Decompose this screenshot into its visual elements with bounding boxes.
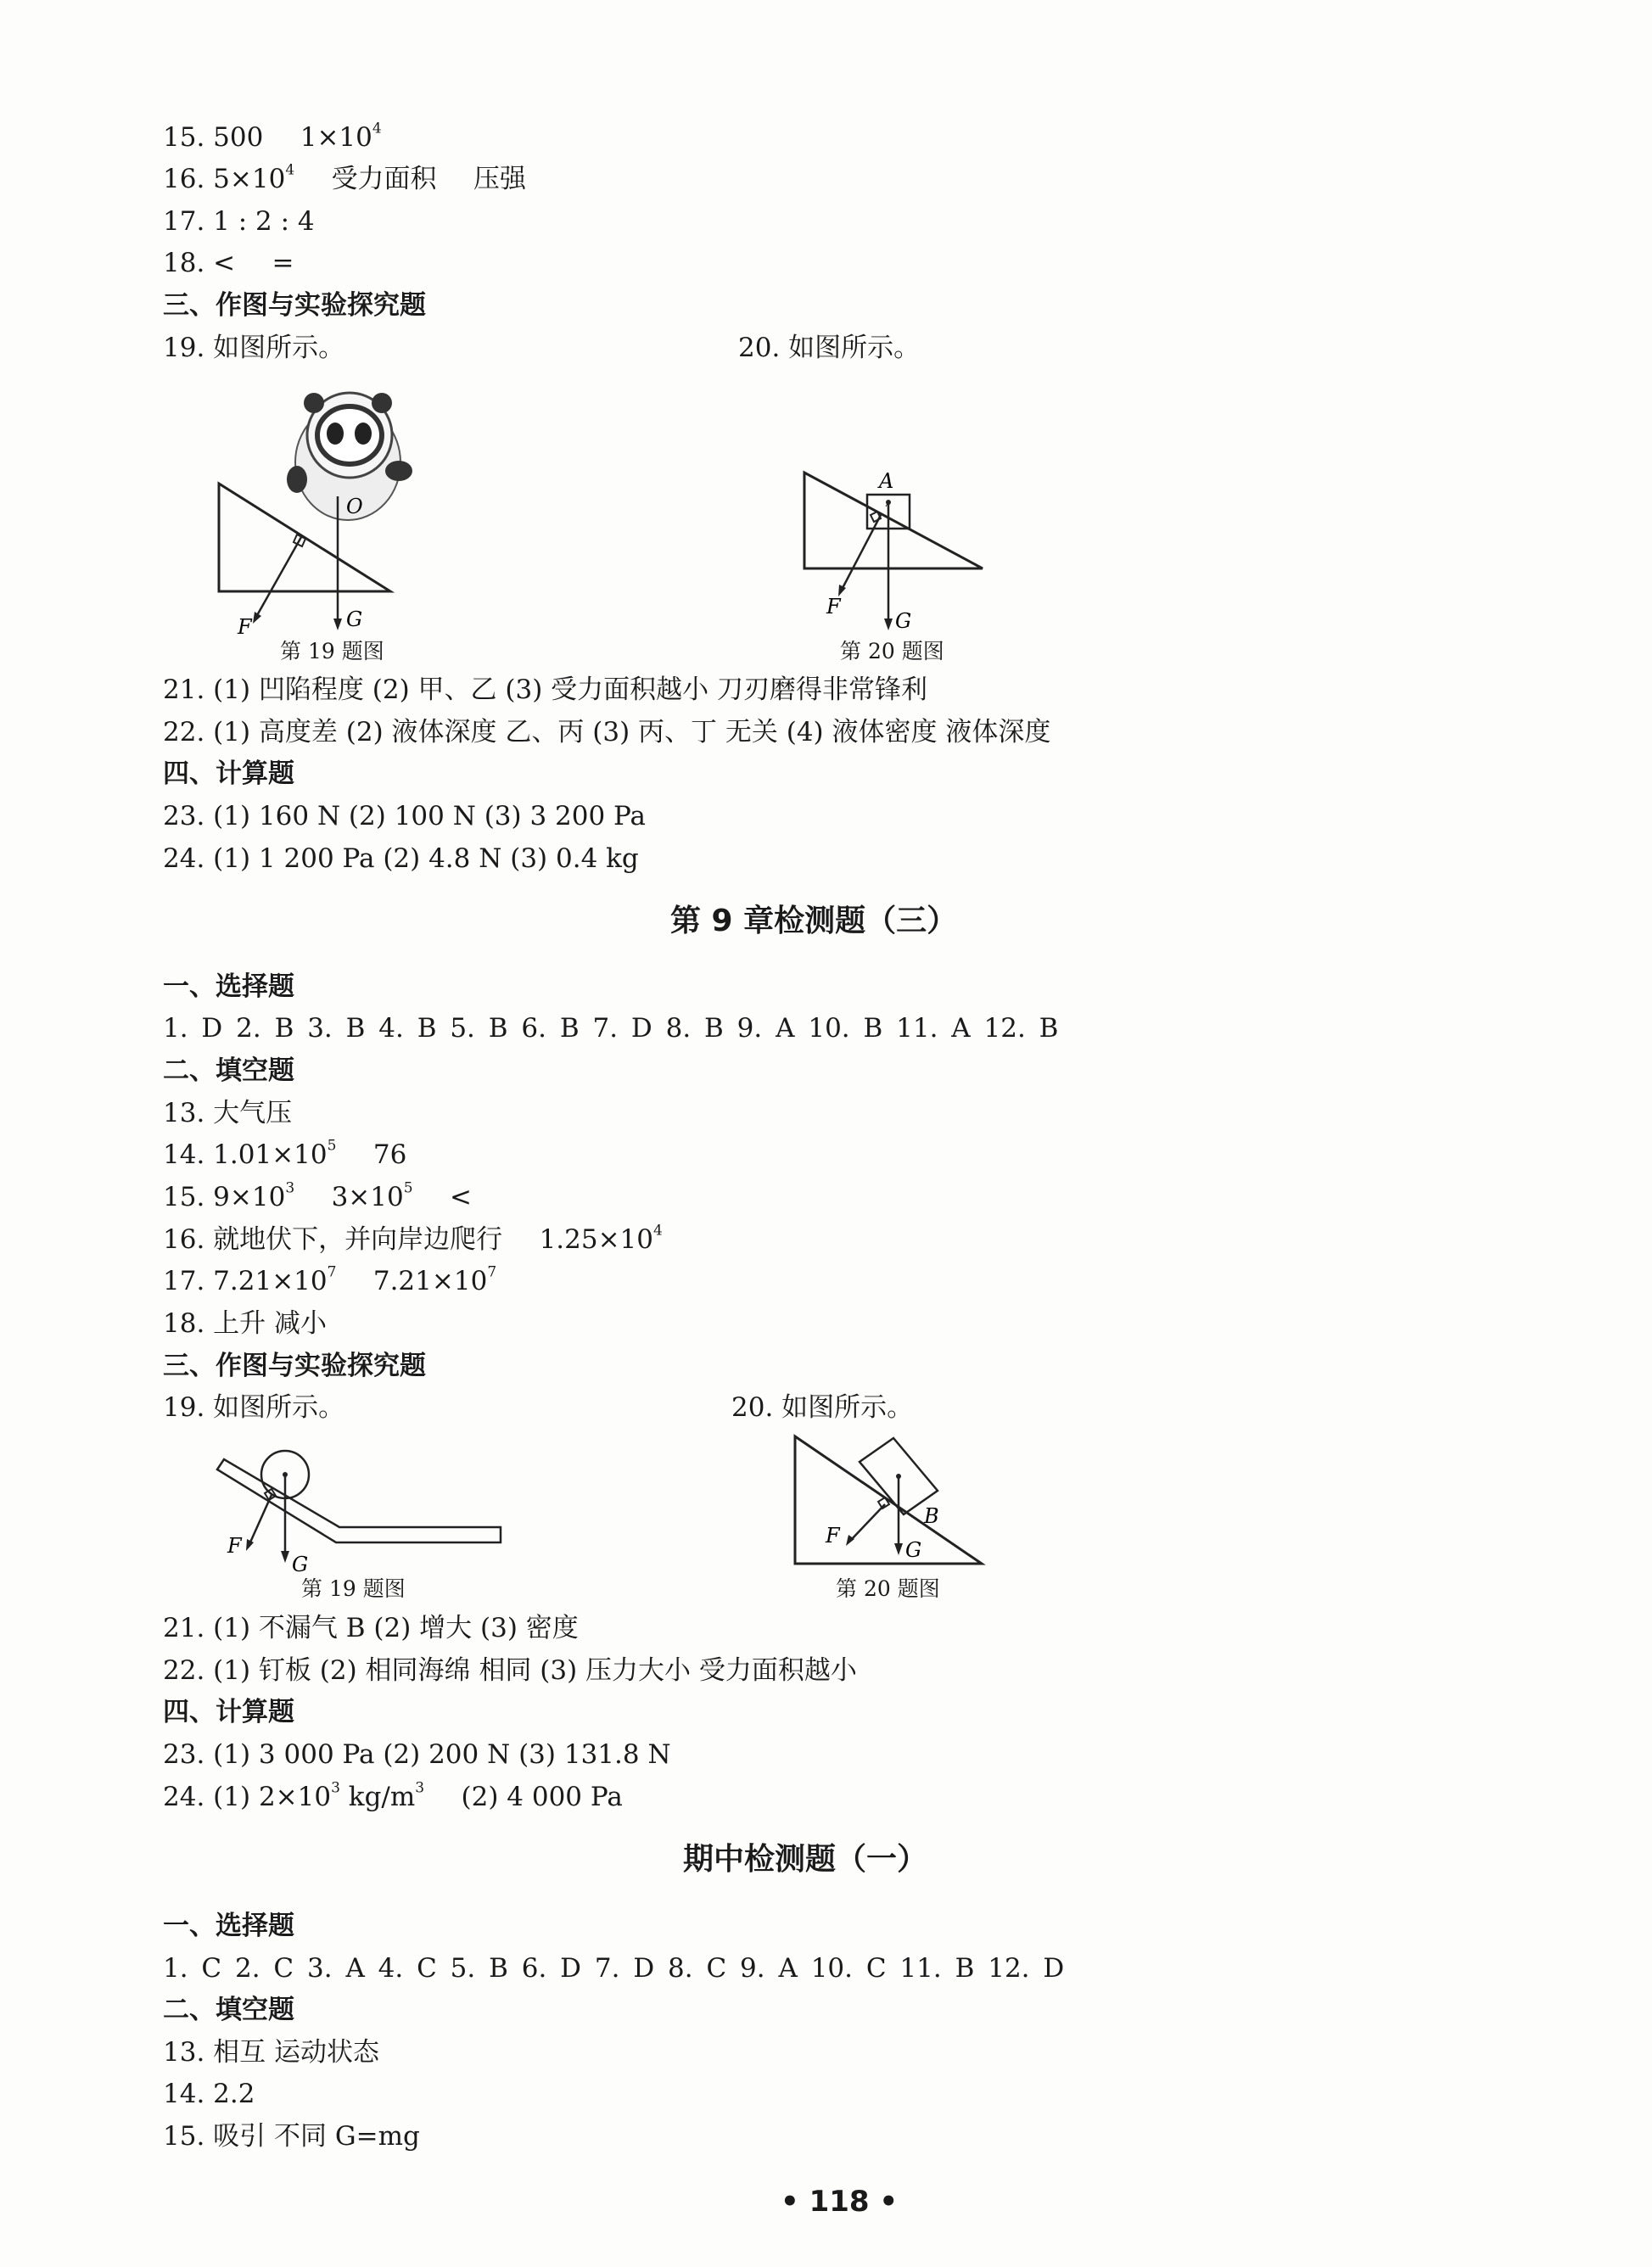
answer-18: 18. 上升 减小: [163, 1308, 328, 1339]
label-G: G: [292, 1553, 309, 1576]
answer-22: 22. (1) 高度差 (2) 液体深度 乙、丙 (3) 丙、丁 无关 (4) 液体密度 液体深度: [163, 717, 1051, 747]
figure-19-incline-panda: [204, 378, 467, 641]
answer-15: 15. 500 $1\times 10^4$: [163, 120, 382, 153]
figure-20-caption: 第 20 题图: [840, 639, 944, 663]
answer-13: 13. 大气压: [163, 1098, 293, 1128]
figure-19-caption: 第 19 题图: [280, 639, 384, 663]
figure-20-incline-block-b: [785, 1430, 997, 1574]
label-B: B: [924, 1504, 939, 1528]
section-heading: 四、计算题: [163, 1697, 294, 1727]
label-F: F: [238, 615, 252, 639]
label-O: O: [346, 495, 363, 518]
answer-14: 14. $1.01\times 10^5$ 76: [163, 1137, 407, 1170]
answer-23: 23. (1) 160 N (2) 100 N (3) 3 200 Pa: [163, 801, 647, 831]
answer-17: 17. 1 : 2 : 4: [163, 206, 315, 237]
answer-17: 17. $7.21\times 10^7$ $7.21\times 10^7$: [163, 1263, 497, 1296]
answer-19: 19. 如图所示。: [163, 333, 345, 363]
section-heading: 二、填空题: [163, 1995, 294, 2025]
answer-19: 19. 如图所示。: [163, 1392, 345, 1423]
figure-20-incline-block: [798, 462, 1001, 641]
section-heading: 一、选择题: [163, 971, 294, 1002]
answer-24: 24. (1) 1 200 Pa (2) 4.8 N (3) 0.4 kg: [163, 843, 639, 874]
label-G: G: [895, 609, 912, 633]
choice-answers: 1. D 2. B 3. B 4. B 5. B 6. B 7. D 8. B 9. A 10. B 11. A 12. B: [163, 1013, 1059, 1044]
label-F: F: [227, 1534, 242, 1558]
answer-18: 18. < =: [163, 248, 294, 278]
figure-19-ball-track: [212, 1442, 509, 1578]
label-F: F: [826, 595, 841, 619]
section-heading: 二、填空题: [163, 1055, 294, 1086]
page-number: • 118 •: [781, 2185, 899, 2219]
section-heading: 四、计算题: [163, 758, 294, 789]
answer-24: 24. (1) $2\times 10^3$ $kg/m^3$ (2) 4 000 Pa: [163, 1779, 623, 1812]
answer-13: 13. 相互 运动状态: [163, 2037, 380, 2068]
label-G: G: [346, 607, 363, 631]
answer-15: 15. $9\times 10^3$ $3\times 10^5$ <: [163, 1179, 472, 1212]
answer-21: 21. (1) 不漏气 B (2) 增大 (3) 密度: [163, 1613, 579, 1643]
answer-14: 14. 2.2: [163, 2079, 255, 2109]
answer-16: 16. 就地伏下，并向岸边爬行 $1.25\times 10^4$: [163, 1222, 663, 1255]
answer-21: 21. (1) 凹陷程度 (2) 甲、乙 (3) 受力面积越小 刀刃磨得非常锋利: [163, 675, 928, 705]
answer-20: 20. 如图所示。: [731, 1392, 914, 1423]
answer-20: 20. 如图所示。: [738, 333, 921, 363]
section-heading: 三、作图与实验探究题: [163, 1351, 426, 1381]
figure-20-caption: 第 20 题图: [836, 1576, 940, 1601]
answer-23: 23. (1) 3 000 Pa (2) 200 N (3) 131.8 N: [163, 1739, 671, 1770]
label-F: F: [826, 1524, 840, 1548]
label-A: A: [879, 469, 894, 493]
choice-answers: 1. C 2. C 3. A 4. C 5. B 6. D 7. D 8. C 9. A 10. C 11. B 12. D: [163, 1953, 1065, 1984]
section-title: 期中检测题（一）: [683, 1842, 928, 1877]
section-heading: 三、作图与实验探究题: [163, 290, 426, 321]
answer-22: 22. (1) 钉板 (2) 相同海绵 相同 (3) 压力大小 受力面积越小: [163, 1655, 857, 1686]
label-G: G: [905, 1538, 922, 1562]
answer-16: 16. $5\times 10^4$ 受力面积 压强: [163, 161, 526, 194]
section-title: 第 9 章检测题（三）: [670, 904, 958, 938]
figure-19-caption: 第 19 题图: [301, 1576, 406, 1601]
answer-15: 15. 吸引 不同 G=mg: [163, 2121, 420, 2152]
section-heading: 一、选择题: [163, 1911, 294, 1941]
